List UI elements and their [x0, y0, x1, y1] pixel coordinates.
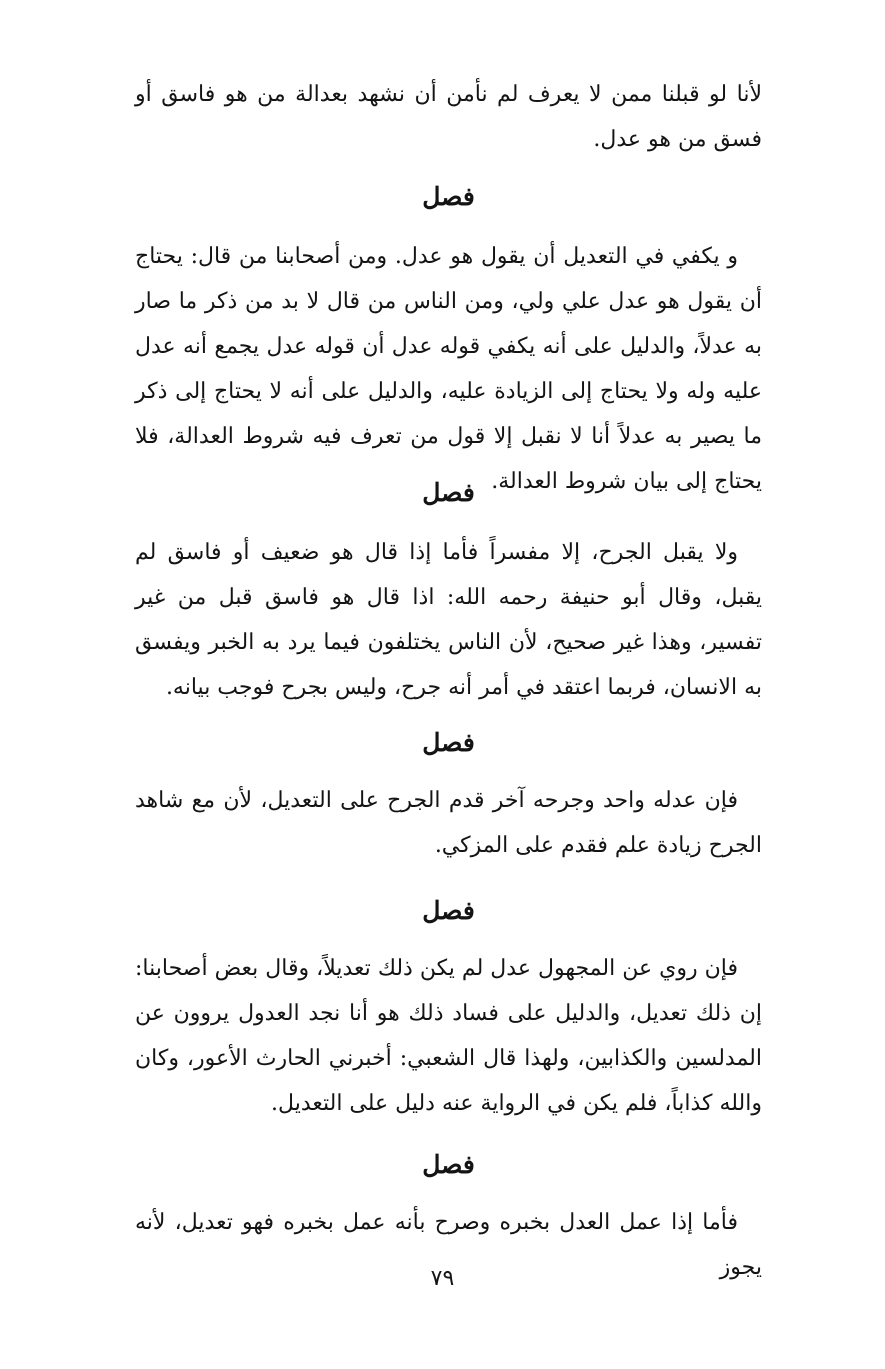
paragraph-amal: فأما إذا عمل العدل بخبره وصرح بأنه عمل بخبره فهو تعديل، لأنه يجوز — [135, 1210, 762, 1280]
section-heading-3: فصل — [422, 728, 475, 757]
paragraph-jarh: ولا يقبل الجرح، إلا مفسراً فأما إذا قال هو ضعيف أو فاسق لم يقبل، وقال أبو حنيفة رحمه الله: اذا قال هو فاسق قبل من غير تفسير، وهذا غير صحيح، لأن الناس يختلفون فيما يرد به الخبر ويفسق به الانسان، فربما اعتقد في أمر أنه جرح، وليس بجرح فوجب بيانه. — [135, 540, 762, 700]
paragraph-majhul: فإن روي عن المجهول عدل لم يكن ذلك تعديلاً، وقال بعض أصحابنا: إن ذلك تعديل، والدليل على فساد ذلك هو أنا نجد العدول يروون عن المدلسين والكذابين، ولهذا قال الشعبي: أخبرني الحارث الأعور، وكان والله كذاباً، فلم يكن في الرواية عنه دليل على التعديل. — [135, 956, 762, 1116]
page-number: ٧٩ — [430, 1266, 455, 1291]
section-heading-5: فصل — [422, 1150, 475, 1179]
section-heading-1: فصل — [422, 182, 475, 211]
paragraph-continuation: لأنا لو قبلنا ممن لا يعرف لم نأمن أن نشهد بعدالة من هو فاسق أو فسق من هو عدل. — [135, 82, 762, 152]
section-heading-2: فصل — [422, 478, 475, 507]
section-heading-4: فصل — [422, 896, 475, 925]
paragraph-tadil: و يكفي في التعديل أن يقول هو عدل. ومن أصحابنا من قال: يحتاج أن يقول هو عدل علي ولي، ومن الناس من قال لا بد من ذكر ما صار به عدلاً، والدليل على أنه يكفي قوله عدل أن قوله عدل يجمع أنه عدل عليه وله ولا يحتاج إلى الزيادة عليه، والدليل على أنه لا يحتاج إلى ذكر ما يصير به عدلاً أنا لا نقبل إلا قول من تعرف فيه شروط العدالة، فلا يحتاج إلى بيان شروط العدالة. — [135, 244, 762, 494]
paragraph-conflict: فإن عدله واحد وجرحه آخر قدم الجرح على التعديل، لأن مع شاهد الجرح زيادة علم فقدم على المزكي. — [135, 788, 762, 858]
